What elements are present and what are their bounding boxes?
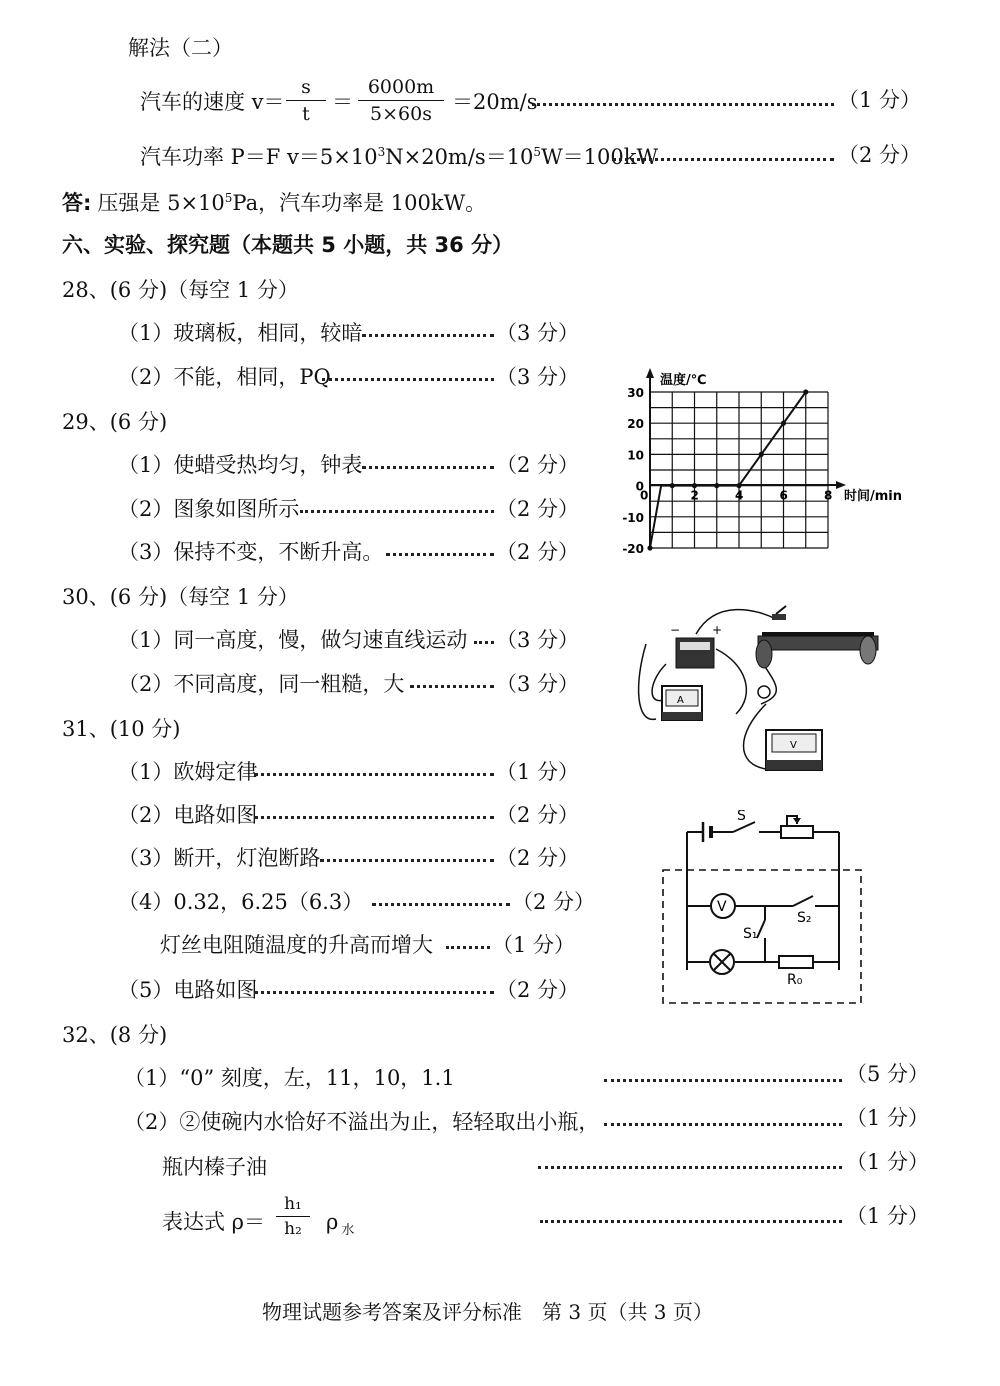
q32-expr-rho: [326, 1212, 354, 1237]
q29-item-3: （3）保持不变，不断升高。: [118, 540, 384, 564]
answer-exponent: 5: [224, 191, 233, 205]
speed-prefix: 汽车的速度 v＝: [140, 90, 285, 114]
data-point: [647, 545, 652, 550]
rheostat-end: [860, 636, 876, 664]
q31-item-2: （2）电路如图: [118, 803, 258, 827]
q31-item-1: （1）欧姆定律: [118, 760, 258, 784]
q30-item-2: （2）不同高度，同一粗糙，大: [118, 672, 405, 696]
x-tick-label: 4: [735, 488, 744, 503]
voltmeter-symbol-label: V: [717, 899, 727, 915]
data-point: [670, 483, 675, 488]
q32-expr-label: 表达式 ρ＝: [162, 1210, 266, 1234]
leader-dots: [322, 378, 494, 381]
y-axis-label: 温度/℃: [660, 373, 707, 388]
apparatus-illustration: [636, 604, 886, 776]
leader-dots: [604, 1079, 842, 1082]
q29-score-3: （2 分）: [496, 540, 580, 564]
x-tick-label: 6: [779, 488, 788, 503]
speed-fraction-2: [358, 78, 444, 124]
q29-header: 29、(6 分): [62, 410, 168, 434]
fraction-denominator: t: [302, 103, 310, 125]
leader-dots: [372, 903, 510, 906]
q32-expr-fraction: [276, 1196, 310, 1238]
section-title: 六、实验、探究题（本题共 5 小题，共 36 分）: [62, 233, 514, 257]
x-tick-label: 2: [690, 488, 699, 503]
fraction-denominator: 5×60s: [370, 103, 432, 125]
q28-item-1: （1）玻璃板，相同，较暗: [118, 321, 363, 345]
wire: [696, 610, 776, 634]
rheostat-slider-icon: [793, 818, 801, 824]
switch-s-label: S: [737, 810, 746, 824]
q30-score-1: （3 分）: [496, 628, 580, 652]
wire: [716, 649, 746, 714]
q31-item-6: （5）电路如图: [118, 978, 258, 1002]
switch-s1-icon[interactable]: [757, 920, 765, 938]
leader-dots: [254, 773, 494, 776]
y-tick-label: -20: [622, 542, 644, 556]
circuit-wires: [687, 816, 839, 970]
answer-label: 答:: [62, 191, 92, 215]
y-tick-label: 30: [627, 386, 644, 400]
switch-lever: [776, 606, 786, 614]
power-text-c: W＝100kW: [541, 145, 659, 169]
switch-s2-label: S₂: [797, 910, 812, 926]
answer-text-b: Pa，汽车功率是 100kW。: [232, 191, 487, 215]
battery-plus: +: [712, 623, 723, 637]
rheostat-symbol: [781, 826, 813, 838]
speed-score: （1 分）: [838, 88, 922, 112]
speed-equals: ＝: [332, 90, 353, 114]
fraction-numerator: h₁: [276, 1196, 310, 1217]
voltmeter-label: V: [790, 740, 797, 751]
data-point: [759, 452, 764, 457]
x-tick-labels: [640, 489, 832, 503]
data-point: [714, 483, 719, 488]
fraction-numerator: 6000m: [358, 78, 444, 101]
x-tick-label: 0: [640, 488, 649, 503]
y-axis-arrow-icon: [646, 368, 654, 378]
voltmeter-base: [766, 760, 822, 770]
fraction-numerator: s: [286, 78, 326, 101]
q32-item-2: （2）②使碗内水恰好不溢出为止，轻轻取出小瓶，: [124, 1110, 600, 1134]
q29-score-2: （2 分）: [496, 497, 580, 521]
leader-dots: [254, 816, 494, 819]
q28-score-2: （3 分）: [496, 365, 580, 389]
power-text-a: 汽车功率 P＝F v＝5×10: [140, 145, 378, 169]
ammeter-base: [662, 712, 702, 720]
q31-score-1: （1 分）: [496, 760, 580, 784]
data-point: [692, 483, 697, 488]
switch-s2-icon[interactable]: [793, 896, 813, 906]
q32-score-4: （1 分）: [846, 1204, 930, 1228]
leader-dots: [446, 946, 490, 949]
q32-score-2: （1 分）: [846, 1106, 930, 1130]
data-point: [736, 483, 741, 488]
q31-score-5: （1 分）: [492, 933, 576, 957]
wire: [744, 704, 767, 769]
power-exponent-2: 5: [533, 145, 542, 159]
switch-s1-label: S₁: [743, 926, 758, 942]
speed-fraction-1: [286, 78, 326, 124]
solution-heading: 解法（二）: [128, 36, 233, 60]
q31-score-6: （2 分）: [496, 978, 580, 1002]
q32-score-3: （1 分）: [846, 1150, 930, 1174]
power-score: （2 分）: [838, 143, 922, 167]
leader-dots: [532, 103, 834, 106]
switch-icon: [772, 614, 786, 620]
power-exponent-1: 3: [377, 145, 386, 159]
rheostat-end: [756, 640, 772, 668]
dashed-box: [663, 870, 861, 1003]
data-point: [781, 421, 786, 426]
leader-dots: [386, 553, 494, 556]
graph-grid: [650, 392, 828, 548]
page-footer: 物理试题参考答案及评分标准 第 3 页（共 3 页）: [262, 1300, 713, 1324]
q28-item-2: （2）不能，相同，PQ: [118, 365, 331, 389]
q30-header: 30、(6 分)（每空 1 分）: [62, 585, 299, 609]
q28-header: 28、(6 分)（每空 1 分）: [62, 278, 299, 302]
leader-dots: [410, 685, 494, 688]
battery-minus: −: [670, 623, 681, 637]
leader-dots: [362, 334, 494, 337]
q31-item-3: （3）断开，灯泡断路: [118, 846, 321, 870]
bulb-icon: [758, 686, 770, 698]
rho-subscript: 水: [341, 1223, 355, 1239]
q31-score-2: （2 分）: [496, 803, 580, 827]
q29-item-2: （2）图象如图所示: [118, 497, 300, 521]
leader-dots: [362, 466, 494, 469]
q31-score-3: （2 分）: [496, 846, 580, 870]
leader-dots: [540, 1220, 842, 1223]
battery-label: [680, 642, 710, 650]
y-tick-label: -10: [622, 510, 644, 525]
leader-dots: [604, 1123, 842, 1126]
y-tick-labels: [622, 386, 644, 556]
circuit-diagram: [655, 810, 870, 1010]
y-tick-label: 20: [627, 417, 644, 432]
y-axis: [646, 368, 654, 548]
resistor-r0-symbol: [779, 956, 813, 968]
rheostat-bar: [762, 632, 874, 636]
leader-dots: [300, 510, 494, 513]
leader-dots: [320, 859, 494, 862]
answer-line: [62, 192, 486, 214]
y-tick-label: 0: [635, 479, 644, 494]
y-tick-label: 10: [627, 448, 644, 463]
x-tick-label: 8: [824, 488, 833, 503]
q31-score-4: （2 分）: [512, 890, 596, 914]
q32-header: 32、(8 分): [62, 1023, 168, 1047]
x-axis-arrow-icon: [836, 481, 846, 489]
leader-dots: [538, 1166, 842, 1169]
temperature-time-graph: [610, 360, 930, 560]
leader-dots: [254, 991, 494, 994]
q29-score-1: （2 分）: [496, 453, 580, 477]
data-point: [803, 389, 808, 394]
rho-symbol: ρ: [326, 1210, 339, 1234]
resistor-r0-label: R₀: [787, 972, 803, 988]
fraction-denominator: h₂: [284, 1219, 302, 1239]
speed-result: ＝20m/s: [452, 90, 538, 114]
q32-item-3: 瓶内榛子油: [162, 1155, 267, 1179]
power-line: [140, 146, 658, 168]
q29-item-1: （1）使蜡受热均匀，钟表: [118, 453, 363, 477]
q30-score-2: （3 分）: [496, 672, 580, 696]
power-text-b: N×20m/s＝10: [385, 145, 534, 169]
q31-item-4: （4）0.32，6.25（6.3）: [118, 890, 364, 914]
q31-item-5: 灯丝电阻随温度的升高而增大: [160, 933, 433, 957]
q28-score-1: （3 分）: [496, 321, 580, 345]
x-axis-label: 时间/min: [844, 489, 903, 504]
leader-dots: [612, 158, 834, 161]
q30-item-1: （1）同一高度，慢，做匀速直线运动: [118, 628, 468, 652]
leader-dots: [474, 641, 494, 644]
ammeter-label: A: [677, 695, 684, 706]
q32-item-1: （1）“0” 刻度，左，11，10，1.1: [124, 1066, 455, 1090]
q31-header: 31、(10 分): [62, 717, 181, 741]
q32-score-1: （5 分）: [846, 1062, 930, 1086]
answer-text-a: 压强是 5×10: [97, 191, 225, 215]
